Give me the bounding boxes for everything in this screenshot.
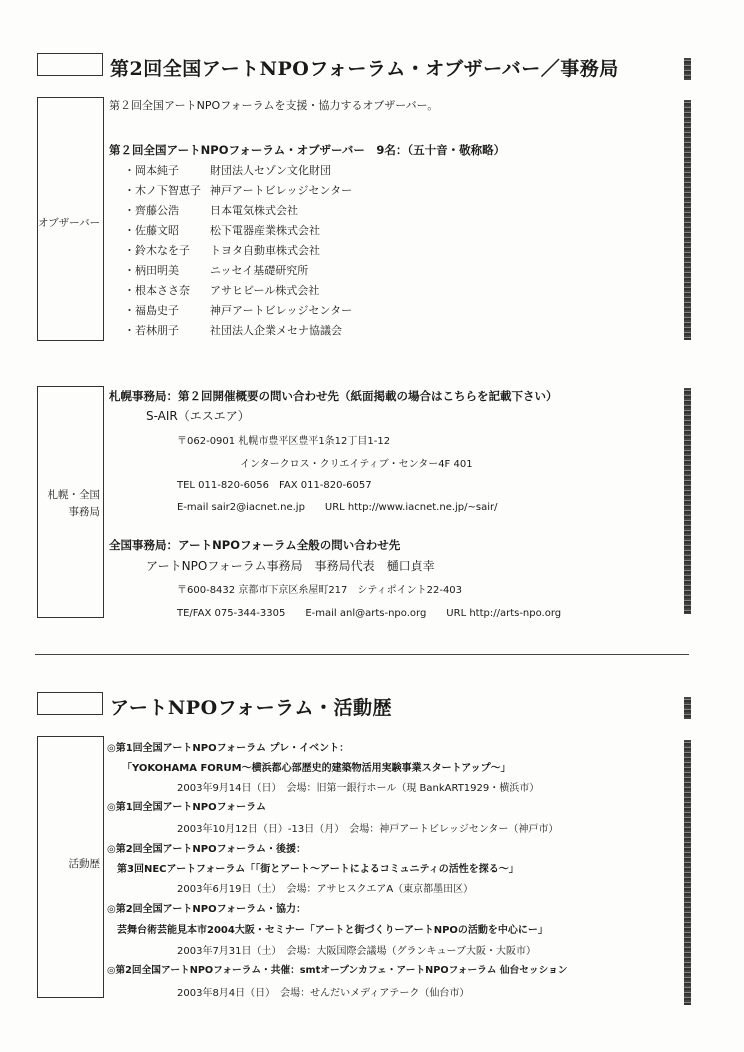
observer-side-label: オブザーバー <box>38 217 101 229</box>
observer-name: ・佐藤文昭 <box>124 224 179 237</box>
sapporo-heading: 札幌事務局：第２回開催概要の問い合わせ先（紙面掲載の場合はこちらを記載下さい） <box>109 389 558 403</box>
history-date: 2003年8月4日（日） 会場：せんだいメディアテーク（仙台市） <box>177 988 470 999</box>
observer-org: 松下電器産業株式会社 <box>210 224 320 237</box>
office-side-label: 事務局 <box>68 506 100 518</box>
observer-org: 神戸アートビレッジセンター <box>210 304 353 317</box>
history-title: ◎第2回全国アートNPOフォーラム・共催：smtオープンカフェ・アートNPOフォーラム 仙台セッション <box>107 965 568 976</box>
history-divider <box>103 736 104 998</box>
sapporo-address2: インタークロス・クリエイティブ・センター4F 401 <box>240 459 473 470</box>
edge-mark <box>684 697 691 719</box>
list-item <box>124 182 352 198</box>
office-divider <box>103 386 104 618</box>
list-item <box>124 242 320 258</box>
observer-org: アサヒビール株式会社 <box>210 284 320 297</box>
sapporo-email-url: E-mail sair2@iacnet.ne.jp URL http://www.iacnet.ne.jp/~sair/ <box>177 502 498 513</box>
sapporo-tel-fax: TEL 011-820-6056 FAX 011-820-6057 <box>177 480 372 491</box>
list-item <box>124 262 308 278</box>
observer-name: ・岡本純子 <box>124 164 179 177</box>
list-item <box>124 162 331 178</box>
national-heading: 全国事務局：アートNPOフォーラム全般の問い合わせ先 <box>109 538 401 552</box>
observer-heading: 第２回全国アートNPOフォーラム・オブザーバー 9名：（五十音・敬称略） <box>109 143 506 157</box>
history-title: ◎第1回全国アートNPOフォーラム プレ・イベント： <box>107 743 350 754</box>
national-address: 〒600-8432 京都市下京区糸屋町217 シティポイント22-403 <box>177 585 463 596</box>
sapporo-address1: 〒062-0901 札幌市豊平区豊平1条12丁目1-12 <box>177 436 391 447</box>
observer-name: ・柄田明美 <box>124 264 179 277</box>
observer-org: 日本電気株式会社 <box>210 204 298 217</box>
section1-title: 第2回全国アートNPOフォーラム・オブザーバー／事務局 <box>110 58 619 80</box>
office-label-box <box>37 386 103 618</box>
observer-name: ・福島史子 <box>124 304 179 317</box>
observer-divider <box>103 97 104 341</box>
history-date: 2003年7月31日（土） 会場：大阪国際会議場（グランキューブ大阪・大阪市） <box>177 946 537 957</box>
observer-name: ・若林朋子 <box>124 324 179 337</box>
observer-intro: 第２回全国アートNPOフォーラムを支援・協力するオブザーバー。 <box>109 99 439 112</box>
national-contact: TE/FAX 075-344-3305 E-mail anl@arts-npo.org URL http://arts-npo.org <box>177 608 562 619</box>
list-item <box>124 222 320 238</box>
observer-name: ・齊藤公浩 <box>124 204 179 217</box>
section-divider <box>35 654 689 655</box>
edge-mark <box>684 100 691 340</box>
section2-title-box <box>37 692 103 715</box>
list-item <box>124 302 352 318</box>
observer-org: 社団法人企業メセナ協議会 <box>210 324 342 337</box>
edge-mark <box>684 740 691 1005</box>
section1-title-box <box>37 53 103 76</box>
edge-mark <box>684 58 691 80</box>
observer-org: 神戸アートビレッジセンター <box>210 184 353 197</box>
history-date: 2003年9月14日（日） 会場：旧第一銀行ホール（現 BankART1929・横浜市） <box>177 783 540 794</box>
history-title: ◎第1回全国アートNPOフォーラム <box>107 802 266 813</box>
sapporo-org: S-AIR（エスエア） <box>146 409 250 423</box>
history-side-label: 活動歴 <box>68 858 100 870</box>
observer-name: ・鈴木なを子 <box>124 244 190 257</box>
national-org: アートNPOフォーラム事務局 事務局代表 樋口貞幸 <box>146 559 435 573</box>
list-item <box>124 202 298 218</box>
history-date: 2003年10月12日（日）-13日（月） 会場：神戸アートビレッジセンター（神戸市） <box>177 824 559 835</box>
observer-name: ・木ノ下智恵子 <box>124 184 201 197</box>
observer-org: トヨタ自動車株式会社 <box>210 244 320 257</box>
edge-mark <box>684 388 691 614</box>
history-title: ◎第2回全国アートNPOフォーラム・協力： <box>107 904 306 915</box>
list-item <box>124 282 319 298</box>
section2-title: アートNPOフォーラム・活動歴 <box>110 697 392 719</box>
observer-org: 財団法人セゾン文化財団 <box>210 164 331 177</box>
history-date: 2003年6月19日（土） 会場：アサヒスクエアA（東京都墨田区） <box>177 884 474 895</box>
office-side-label: 札幌・全国 <box>47 489 100 501</box>
observer-org: ニッセイ基礎研究所 <box>210 264 309 277</box>
observer-name: ・根本ささ奈 <box>124 284 190 297</box>
list-item <box>124 322 342 338</box>
history-event: 「YOKOHAMA FORUM～横浜都心部歴史的建築物活用実験事業スタートアップ～」 <box>122 763 511 774</box>
history-event: 芸舞台術芸能見本市2004大阪・セミナー「アートと街づくりーアートNPOの活動を中心にー」 <box>117 925 548 936</box>
history-event: 第3回NECアートフォーラム「「街とアート～アートによるコミュニティの活性を探る～」 <box>117 864 519 875</box>
history-title: ◎第2回全国アートNPOフォーラム・後援： <box>107 844 306 855</box>
